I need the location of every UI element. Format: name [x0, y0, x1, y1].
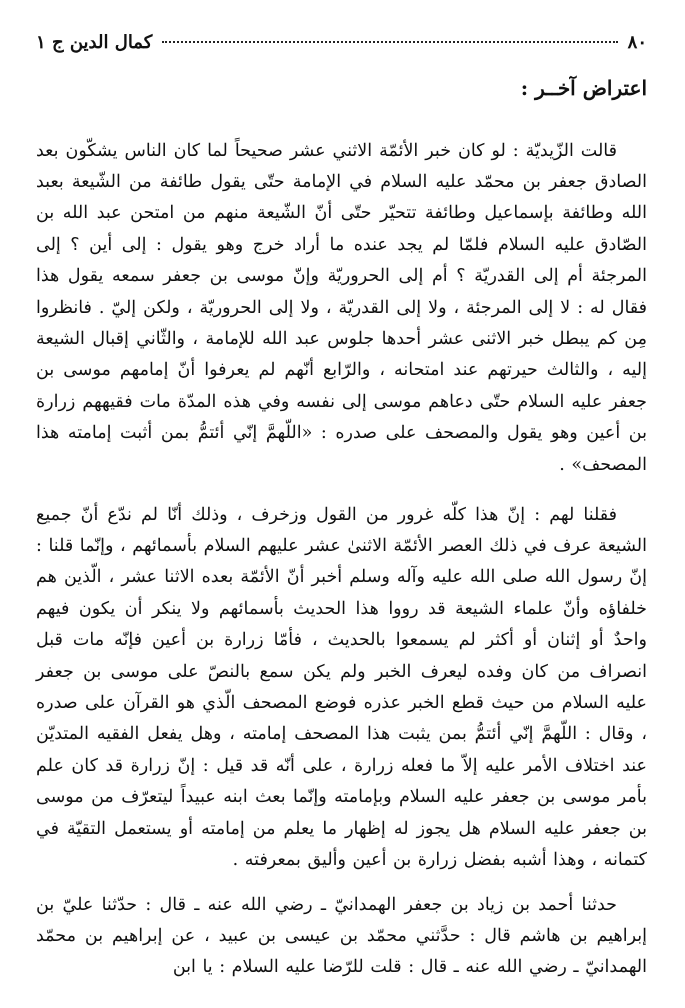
header-dotted-leader [162, 41, 617, 43]
page-number: ٨٠ [627, 31, 647, 53]
paragraph-objection: قالت الزّيديّة : لو كان خبر الأئمّة الاثني عشر صحيحاً لما كان الناس يشكّون بعد الصادق جعفر بن محمّد عليه السلام في الإمامة حتّى يقول طائفة من الشّيعة بعبد الله وطائفة بإسماعيل وطائفة تتحيّر حتّى أنّ الشّيعة منهم من امتحن عبد الله بن الصّادق عليه السلام فلمّا لم يجد عنده ما أراد خرج وهو يقول : إلى أين ؟ إلى المرجئة أم إلى القدريّة ؟ أم إلى الحروريّة وإنّ موسى بن جعفر سمعه يقول هذا فقال له : لا إلى المرجئة ، ولا إلى القدريّة ، ولا إلى الحروريّة ، ولكن إليّ . فانظروا مِن كم يبطل خبر الاثنى عشر أحدها جلوس عبد الله للإمامة ، والثّاني إقبال الشيعة إليه ، والثالث حيرتهم عند امتحانه ، والرّابع أنّهم لم يعرفوا أنّ إمامهم موسى بن جعفر عليه السلام حتّى دعاهم موسى إلى نفسه وفي هذه المدّة مات فقيههم زرارة بن أعين وهو يقول والمصحف على صدره : «اللّهمَّ إنّي أئتمُّ بمن أثبت إمامته هذا المصحف» . [36, 140, 647, 475]
section-title: اعتراض آخــر : [520, 76, 647, 100]
paragraph-response: فقلنا لهم : إنّ هذا كلّه غرور من القول وزخرف ، وذلك أنّا لم ندّع أنّ جميع الشيعة عرف في ذلك العصر الأئمّة الاثنىٰ عشر عليهم السلام بأسمائهم ، وإنّما قلنا : إنّ رسول الله صلى الله عليه وآله وسلم أخبر أنّ الأئمّة بعده الاثنا عشر ، الّذين هم خلفاؤه وأنّ علماء الشيعة قد رووا هذا الحديث بأسمائهم ولا ينكر أن يكون فيهم واحدٌ أو إثنان أو أكثر لم يسمعوا بالحديث ، فأمّا زرارة بن أعين فإنّه مات قبل انصراف من كان وفده ليعرف الخبر ولم يكن سمع بالنصّ على موسى بن جعفر عليه السلام من حيث قطع الخبر عذره فوضع المصحف الّذي هو القرآن على صدره ، وقال : اللّهمَّ إنّي أئتمُّ بمن يثبت هذا المصحف إمامته ، وهل يفعل الفقيه المتديّن عند اختلاف الأمر عليه إلاّ ما فعله زرارة ، على أنّه قد قيل : إنّ زرارة قد كان علم بأمر موسى بن جعفر عليه السلام وبإمامته وإنّما بعث ابنه عبيداً ليتعرّف من موسى بن جعفر عليه السلام هل يجوز له إظهار ما يعلم من إمامته أو يستعمل التقيّة في كتمانه ، وهذا أشبه بفضل زرارة بن أعين وأليق بمعرفته . [36, 504, 647, 870]
book-title: كمال الدين ج ١ [36, 31, 153, 53]
running-header [36, 28, 647, 56]
paragraph-narration: حدثنا أحمد بن زياد بن جعفر الهمدانيّ ـ رضي الله عنه ـ قال : حدّثنا عليّ بن إبراهيم بن هاشم قال : حدَّثني محمّد بن عيسى بن عبيد ، عن إبراهيم بن محمّد الهمدانيّ ـ رضي الله عنه ـ قال : قلت للرّضا عليه السلام : يا ابن [36, 894, 647, 978]
